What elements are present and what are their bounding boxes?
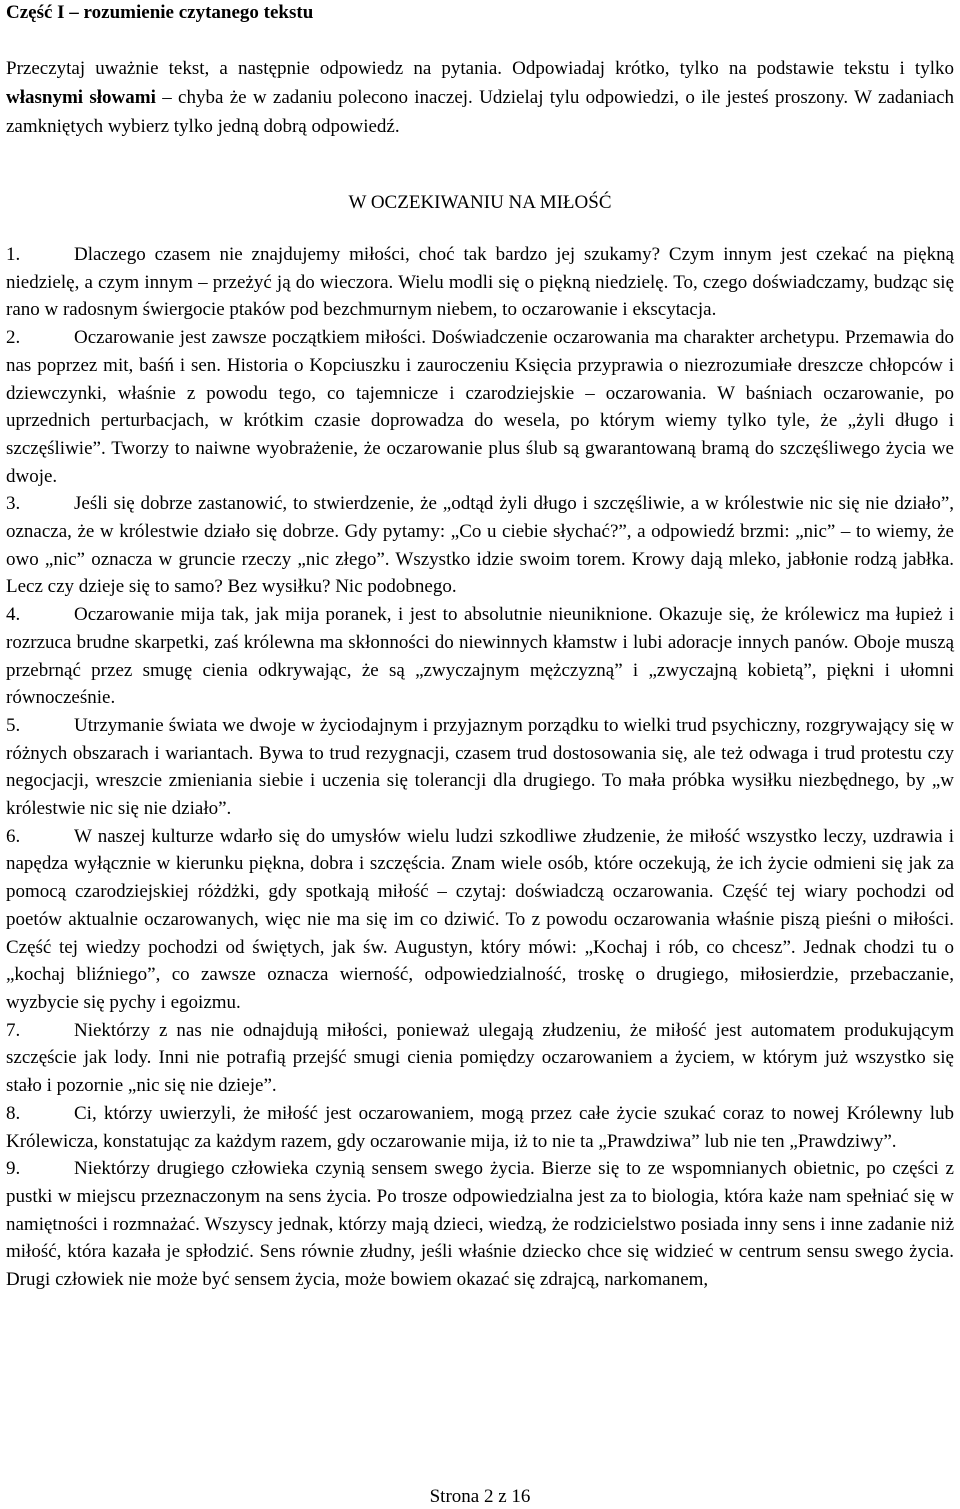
paragraph-text: Ci, którzy uwierzyli, że miłość jest oczarowaniem, mogą przez całe życie szukać coraz to nowej Królewny lub Królewicza, konstatując za każdym razem, gdy oczarowanie mija, iż to nie ta „Prawdziwa” lub nie ten „Prawdziwy”. xyxy=(6,1102,954,1152)
paragraph-text: Niektórzy drugiego człowieka czynią sensem swego życia. Bierze się to ze wspomnianych obietnic, po części z pustki w miejscu przeznaczonym na sens życia. Po trosze odpowiedzialna jest za to biologia, która każe nam spełniać się w namiętności i rozmnażać. Wszyscy jednak, którzy mają dzieci, wiedzą, że rodzicielstwo posiada inny sens i inne zadanie niż miłość, która kazała je spłodzić. Sens równie złudny, jeśli właśnie dziecko chce się widzieć w centrum sensu swego życia. Drugi człowiek nie może być sensem życia, może bowiem okazać się zdrajcą, narkomanem, xyxy=(6,1158,954,1291)
paragraph-number: 8. xyxy=(6,1102,21,1124)
paragraph-number: 5. xyxy=(6,714,21,736)
article-body xyxy=(6,241,954,1294)
paragraph-2 xyxy=(6,324,954,490)
instructions-text-2: – chyba że w zadaniu polecono inaczej. Udzielaj tylu odpowiedzi, o ile jesteś proszony. W zadaniach zamkniętych wybierz tylko jedną dobrą odpowiedź. xyxy=(6,87,954,137)
paragraph-number: 1. xyxy=(6,244,21,265)
article-title: W OCZEKIWANIU NA MIŁOŚĆ xyxy=(348,192,612,213)
paragraph-number: 6. xyxy=(6,825,21,847)
instructions-paragraph xyxy=(6,54,954,141)
paragraph-text: Niektórzy z nas nie odnajdują miłości, ponieważ ulegają złudzeniu, że miłość jest automatem produkującym szczęście jak lody. Inni nie potrafią przejść smugi cienia pomiędzy oczarowaniem a życiem, w którym już wszystko się stało i pozornie „nic się nie dzieje”. xyxy=(6,1019,954,1097)
paragraph-text: Utrzymanie świata we dwoje w życiodajnym i przyjaznym porządku to wielki trud psychiczny, rozgrywający się w różnych obszarach i wariantach. Bywa to trud rezygnacji, czasem trud dostosowania się, ale też odwaga i trud protestu czy negocjacji, wreszcie zmieniania siebie i uczenia się tolerancji dla drugiego. To mała próbka wysiłku niezbędnego, by „w królestwie nic się nie działo”. xyxy=(6,714,954,820)
instructions-bold-text: własnymi słowami xyxy=(6,87,156,108)
paragraph-5 xyxy=(6,712,954,823)
paragraph-number: 4. xyxy=(6,604,21,626)
paragraph-7 xyxy=(6,1017,954,1100)
paragraph-3 xyxy=(6,490,954,601)
paragraph-9 xyxy=(6,1155,954,1294)
paragraph-1 xyxy=(6,241,954,324)
paragraph-4 xyxy=(6,601,954,712)
paragraph-text: Dlaczego czasem nie znajdujemy miłości, choć tak bardzo jej szukamy? Czym innym jest czekać na piękną niedzielę, a czym innym – przeżyć ją do wieczora. Wielu modli się o piękną niedzielę. To, czego doświadczamy, budząc się rano w radosnym świergocie ptaków pod bezchmurnym niebem, to oczarowanie i ekscytacja. xyxy=(6,244,954,321)
paragraph-text: Jeśli się dobrze zastanowić, to stwierdzenie, że „odtąd żyli długo i szczęśliwie, a w królestwie nic się nie działo”, oznacza, że w królestwie działo się dobrze. Gdy pytamy: „Co u ciebie słychać?”, a odpowiedź brzmi: „nic” – to wiemy, że owo „nic” oznacza w gruncie rzeczy „nic złego”. Wszystko idzie swoim torem. Krowy dają mleko, jabłonie rodzą jabłka. Lecz czy dzieje się to samo? Bez wysiłku? Nic podobnego. xyxy=(6,493,954,598)
paragraph-number: 3. xyxy=(6,493,21,515)
paragraph-number: 9. xyxy=(6,1158,21,1180)
paragraph-text: Oczarowanie mija tak, jak mija poranek, i jest to absolutnie nieuniknione. Okazuje się, że królewicz ma łupież i rozrzuca brudne skarpetki, zaś królewna ma skłonności do niewinnych kłamstw i lubi adoracje innych panów. Oboje muszą przebrnąć przez smugę cienia odkrywając, że są „zwyczajnym mężczyzną” i „zwyczajną kobietą”, piękni i ułomni równocześnie. xyxy=(6,604,954,709)
paragraph-6 xyxy=(6,823,954,1017)
page-number-footer: Strona 2 z 16 xyxy=(429,1486,531,1507)
paragraph-text: W naszej kulturze wdarło się do umysłów wielu ludzi szkodliwe złudzenie, że miłość wszystko leczy, uzdrawia i napędza wyłącznie w kierunku piękna, dobra i szczęścia. Znam wiele osób, które oczekują, że ich życie odmieni się jak za pomocą czarodziejskiej różdżki, gdy spotkają miłość – czytaj: doświadczą oczarowania. Część tej wiary pochodzi od poetów aktualnie oczarowanych, więc nie ma się im co dziwić. To z powodu oczarowania właśnie piszą pieśni o miłości. Część tej wiedzy pochodzi od świętych, jak św. Augustyn, który mówi: „Kochaj i rób, co chcesz”. Jednak chodzi tu o „kochaj bliźniego”, co zawsze oznacza wierność, odpowiedzialność, troskę o drugiego, miłosierdzie, przebaczanie, wyzbycie się pychy i egoizmu. xyxy=(6,825,954,1013)
instructions-text-1: Przeczytaj uważnie tekst, a następnie odpowiedz na pytania. Odpowiadaj krótko, tylko na podstawie tekstu i tylko xyxy=(6,58,954,79)
section-heading: Część I – rozumienie czytanego tekstu xyxy=(6,2,314,23)
paragraph-number: 7. xyxy=(6,1019,21,1041)
paragraph-text: Oczarowanie jest zawsze początkiem miłości. Doświadczenie oczarowania ma charakter archetypu. Przemawia do nas poprzez mit, baśń i sen. Historia o Kopciuszku i zauroczeniu Księcia przyprawia o niezrozumiałe dreszcze chłopców i dziewczynki, właśnie z powodu tego, co tajemnicze i czarodziejskie – oczarowania. W baśniach oczarowanie, po uprzednich perturbacjach, w krótkim czasie doprowadza do wesela, po którym wiemy tylko tyle, że „żyli długo i szczęśliwie”. Tworzy to naiwne wyobrażenie, że oczarowanie plus ślub są gwarantowaną bramą do szczęśliwego życia we dwoje. xyxy=(6,327,954,487)
paragraph-number: 2. xyxy=(6,327,21,349)
paragraph-8 xyxy=(6,1100,954,1155)
